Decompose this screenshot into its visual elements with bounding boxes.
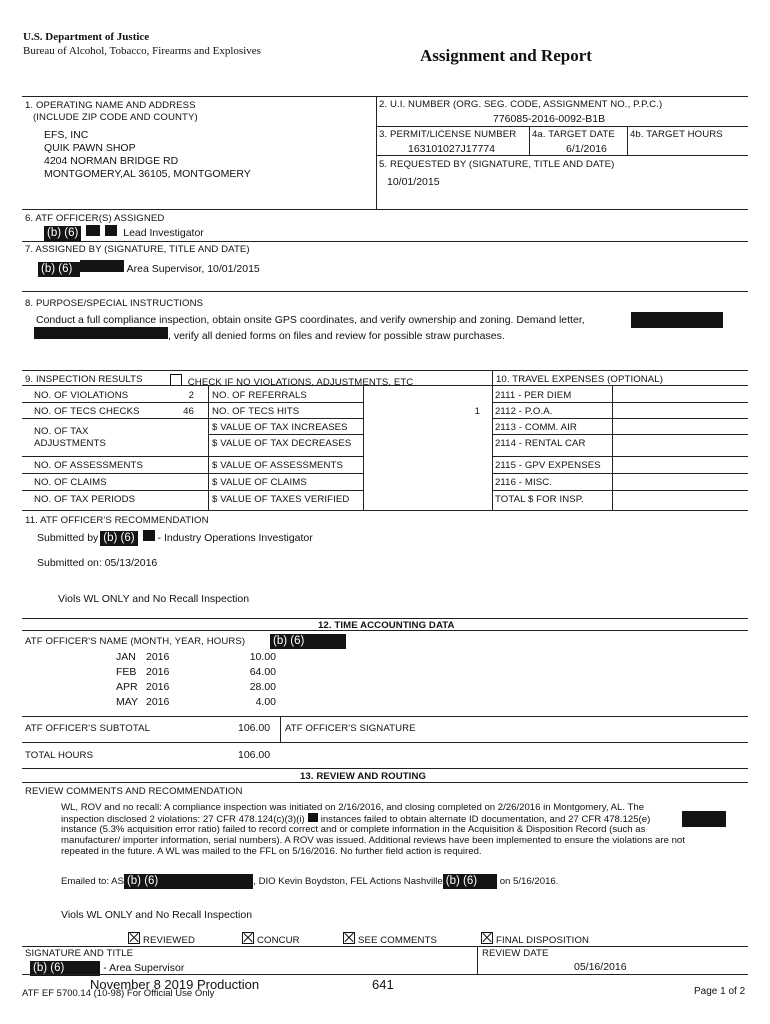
- officer-name-label: ATF OFFICER'S NAME (MONTH, YEAR, HOURS): [25, 636, 246, 647]
- time-year: 2016: [146, 681, 170, 693]
- inspection-row-mid-label: $ VALUE OF ASSESSMENTS: [212, 460, 344, 471]
- target-hours-label: 4b. TARGET HOURS: [630, 129, 723, 140]
- redaction-b6: (b) (6): [124, 874, 253, 889]
- time-hours: 28.00: [249, 681, 276, 693]
- redaction-b6: (b) (6): [38, 262, 80, 277]
- recommendation-note: Viols WL ONLY and No Recall Inspection: [58, 593, 250, 605]
- inspection-row-label: NO. OF VIOLATIONS: [34, 390, 129, 401]
- redaction-block: [105, 225, 117, 236]
- review-comments-label: REVIEW COMMENTS AND RECOMMENDATION: [25, 786, 243, 797]
- inspection-row-mid-label: $ VALUE OF CLAIMS: [212, 477, 307, 488]
- no-violations-check-label: CHECK IF NO VIOLATIONS, ADJUSTMENTS, ETC: [187, 377, 414, 388]
- time-accounting-label: 12. TIME ACCOUNTING DATA: [318, 620, 455, 631]
- bureau-name: Bureau of Alcohol, Tobacco, Firearms and Explosives: [23, 45, 261, 57]
- time-hours: 64.00: [249, 666, 276, 678]
- officer-subtotal-label: ATF OFFICER'S SUBTOTAL: [25, 723, 151, 734]
- purpose-line-1: Conduct a full compliance inspection, obtain onsite GPS coordinates, and verify ownership and zoning. Demand letter,: [36, 314, 585, 326]
- requested-by-label: 5. REQUESTED BY (SIGNATURE, TITLE AND DATE): [379, 159, 615, 170]
- submitted-by-suffix: - Industry Operations Investigator: [157, 532, 313, 544]
- inspection-row-label: NO. OF TAX PERIODS: [34, 494, 136, 505]
- time-year: 2016: [146, 666, 170, 678]
- time-year: 2016: [146, 651, 170, 663]
- time-hours: 10.00: [249, 651, 276, 663]
- purpose-label: 8. PURPOSE/SPECIAL INSTRUCTIONS: [25, 298, 204, 309]
- submitted-on: Submitted on: 05/13/2016: [37, 557, 158, 569]
- assigned-by-row: [38, 260, 260, 277]
- inspection-row-label: NO. OF TECS CHECKS: [34, 406, 140, 417]
- page-number: Page 1 of 2: [694, 986, 746, 997]
- time-year: 2016: [146, 696, 170, 708]
- redaction-block: [308, 813, 318, 822]
- time-month: APR: [116, 681, 138, 693]
- emailed-row: [61, 874, 558, 889]
- address-line: MONTGOMERY,AL 36105, MONTGOMERY: [44, 168, 251, 180]
- review-check-label: SEE COMMENTS: [358, 935, 438, 946]
- production-stamp: November 8 2019 Production: [90, 977, 260, 992]
- review-note: Viols WL ONLY and No Recall Inspection: [61, 909, 253, 921]
- inspection-row-mid-label: $ VALUE OF TAXES VERIFIED: [212, 494, 350, 505]
- officers-assigned-label: 6. ATF OFFICER(S) ASSIGNED: [25, 213, 165, 224]
- review-checkbox[interactable]: [128, 932, 140, 944]
- form-number: ATF EF 5700.14 (10-98) For Official Use Only: [22, 988, 215, 999]
- purpose-line-2: , verify all denied forms on files and review for possible straw purchases.: [168, 330, 505, 342]
- review-check-item[interactable]: [481, 932, 589, 946]
- address-line: EFS, INC: [44, 129, 89, 141]
- inspection-row-mid-label: NO. OF REFERRALS: [212, 390, 307, 401]
- bates-number: 641: [372, 977, 394, 992]
- redaction-block: [80, 260, 124, 272]
- inspection-row-mid-label: $ VALUE OF TAX DECREASES: [212, 438, 352, 449]
- redaction-block: [34, 327, 168, 339]
- redaction-b6: (b) (6): [44, 226, 81, 241]
- review-check-item[interactable]: [343, 932, 437, 946]
- emailed-prefix: Emailed to: AS: [61, 876, 124, 887]
- redaction-b6: (b) (6): [30, 961, 100, 976]
- officer-name-redaction: [270, 634, 346, 649]
- redaction-b6: (b) (6): [270, 634, 346, 649]
- submitted-by-prefix: Submitted by: [37, 532, 99, 544]
- review-routing-label: 13. REVIEW AND ROUTING: [300, 771, 427, 782]
- address-line: 4204 NORMAN BRIDGE RD: [44, 155, 179, 167]
- address-line: QUIK PAWN SHOP: [44, 142, 136, 154]
- agency-name: U.S. Department of Justice: [23, 31, 150, 43]
- travel-expense-label: 2111 - PER DIEM: [495, 390, 572, 401]
- total-hours-label: TOTAL HOURS: [25, 750, 94, 761]
- redaction-block: [143, 530, 155, 541]
- officer-signature-label: ATF OFFICER'S SIGNATURE: [285, 723, 416, 734]
- inspection-row-mid-value: 1: [474, 406, 480, 417]
- target-date-value: 6/1/2016: [566, 143, 607, 155]
- redaction-block: [631, 312, 723, 331]
- permit-number-value: 163101027J17774: [408, 143, 496, 155]
- review-date-label: REVIEW DATE: [482, 948, 549, 959]
- requested-by-date: 10/01/2015: [387, 176, 440, 188]
- review-check-item[interactable]: [128, 932, 195, 946]
- emailed-mid: , DIO Kevin Boydston, FEL Actions Nashville: [253, 876, 443, 887]
- form-title: Assignment and Report: [420, 46, 592, 65]
- travel-expense-label: 2113 - COMM. AIR: [495, 422, 577, 433]
- travel-expenses-label: 10. TRAVEL EXPENSES (OPTIONAL): [496, 374, 664, 385]
- time-month: FEB: [116, 666, 137, 678]
- travel-expense-label: 2115 - GPV EXPENSES: [495, 460, 601, 471]
- signature-title-label: SIGNATURE AND TITLE: [25, 948, 134, 959]
- review-date-value: 05/16/2016: [574, 961, 627, 973]
- review-paragraph-part-2: instances failed to obtain alternate ID documentation, and 27 CFR 478.125(e): [320, 814, 651, 825]
- time-hours: 4.00: [255, 696, 276, 708]
- inspection-row-label: NO. OF TAX ADJUSTMENTS: [34, 426, 106, 449]
- officer-title: Lead Investigator: [123, 227, 204, 239]
- assigned-by-label: 7. ASSIGNED BY (SIGNATURE, TITLE AND DATE): [25, 244, 250, 255]
- ui-number-value: 776085-2016-0092-B1B: [493, 113, 606, 125]
- inspection-row-value: 2: [188, 390, 194, 401]
- inspection-row-label: NO. OF ASSESSMENTS: [34, 460, 143, 471]
- travel-expense-label: 2112 - P.O.A.: [495, 406, 553, 417]
- officer-subtotal-value: 106.00: [238, 722, 271, 734]
- review-paragraph: [61, 802, 689, 825]
- officer-assigned-row: [44, 225, 204, 241]
- review-check-item[interactable]: [242, 932, 300, 946]
- recommendation-label: 11. ATF OFFICER'S RECOMMENDATION: [25, 515, 209, 526]
- reviewer-title: - Area Supervisor: [103, 962, 185, 974]
- purpose-line-2-row: [34, 327, 505, 342]
- inspection-row-mid-label: NO. OF TECS HITS: [212, 406, 300, 417]
- redaction-b6: (b) (6): [100, 531, 137, 546]
- inspection-row-value: 46: [183, 406, 194, 417]
- review-paragraph-part-1: WL, ROV and no recall: A compliance inspection was initiated on 2/16/2016, and closing completed on 2/26/2016 in Montgomery, AL. The inspection disclosed 2 violations: 27 CFR 478.124(c)(3)(i): [61, 802, 645, 825]
- redaction-block: [86, 225, 100, 236]
- travel-expense-label: TOTAL $ FOR INSP.: [495, 494, 584, 505]
- travel-expense-label: 2114 - RENTAL CAR: [495, 438, 586, 449]
- operating-name-label: 1. OPERATING NAME AND ADDRESS: [25, 100, 196, 111]
- inspection-results-label: 9. INSPECTION RESULTS: [25, 374, 143, 385]
- review-checkbox[interactable]: [481, 932, 493, 944]
- review-check-label: REVIEWED: [143, 935, 195, 946]
- review-checkbox[interactable]: [343, 932, 355, 944]
- emailed-suffix: on 5/16/2016.: [499, 876, 559, 887]
- total-hours-value: 106.00: [238, 749, 271, 761]
- time-month: MAY: [116, 696, 138, 708]
- review-check-label: CONCUR: [257, 935, 300, 946]
- inspection-row-label: NO. OF CLAIMS: [34, 477, 107, 488]
- review-check-label: FINAL DISPOSITION: [496, 935, 590, 946]
- assigned-by-value: Area Supervisor, 10/01/2015: [126, 263, 260, 275]
- inspection-row-mid-label: $ VALUE OF TAX INCREASES: [212, 422, 348, 433]
- time-month: JAN: [116, 651, 136, 663]
- target-date-label: 4a. TARGET DATE: [532, 129, 615, 140]
- ui-number-label: 2. U.I. NUMBER (ORG. SEG. CODE, ASSIGNMENT NO., P.P.C.): [379, 99, 663, 110]
- permit-number-label: 3. PERMIT/LICENSE NUMBER: [379, 129, 517, 140]
- travel-expense-label: 2116 - MISC.: [495, 477, 553, 488]
- operating-name-sublabel: (INCLUDE ZIP CODE AND COUNTY): [33, 112, 198, 123]
- review-checkbox[interactable]: [242, 932, 254, 944]
- redaction-b6: (b) (6): [443, 874, 497, 889]
- review-paragraph-continued: instance (5.3% acquisition error ratio) failed to record correct and or complete information in the Acquisition & Disposition Record (such as manufacturer/ importer information, serial numbers). A ROV was issued. Additional reviews have been implemented to ensure the violations are not repeated in the future. A WL was mailed to the FFL on 5/16/2016. No further field action is required.: [61, 824, 685, 857]
- submitted-by-row: [37, 530, 313, 546]
